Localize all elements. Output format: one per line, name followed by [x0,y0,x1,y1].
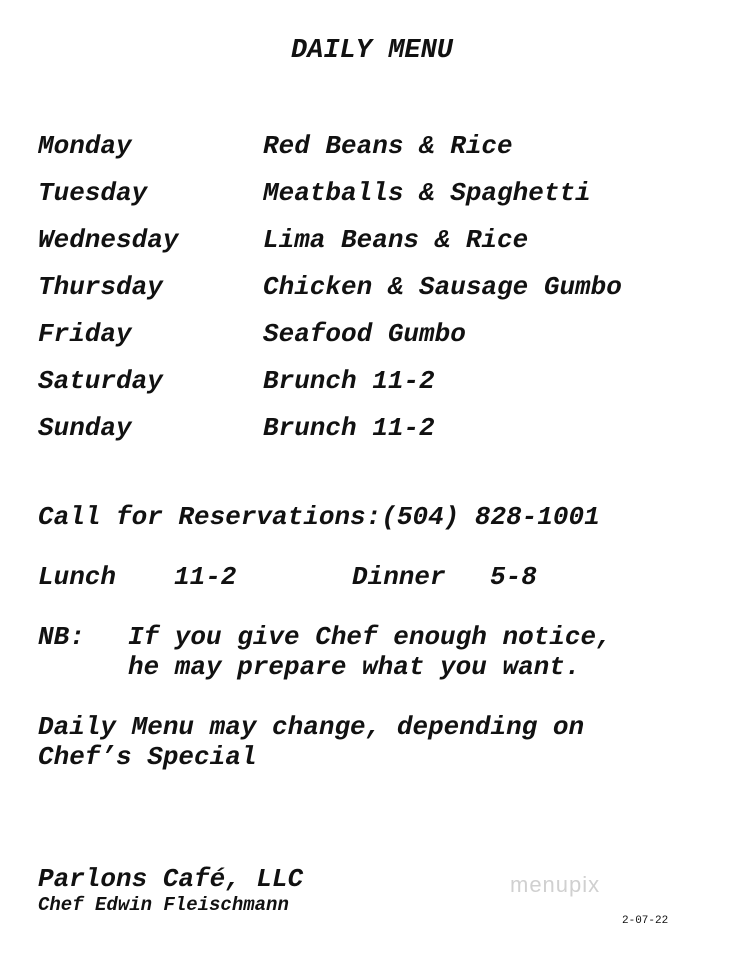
dish-sunday: Brunch 11-2 [263,413,435,443]
day-tuesday: Tuesday [38,178,148,208]
day-monday: Monday [38,131,132,161]
dish-wednesday: Lima Beans & Rice [263,225,529,255]
note-line-1: If you give Chef enough notice, [128,622,612,652]
reservations-line: Call for Reservations:(504) 828-1001 [38,502,600,532]
dish-monday: Red Beans & Rice [263,131,513,161]
dinner-label: Dinner [352,562,446,592]
dish-thursday: Chicken & Sausage Gumbo [263,272,622,302]
day-sunday: Sunday [38,413,132,443]
lunch-time: 11-2 [174,562,237,592]
note-label: NB: [38,622,85,652]
day-saturday: Saturday [38,366,163,396]
day-friday: Friday [38,319,132,349]
watermark: menupix [510,872,601,897]
menu-title: DAILY MENU [290,36,454,66]
dish-tuesday: Meatballs & Spaghetti [263,178,591,208]
day-wednesday: Wednesday [38,225,179,255]
note-line-2: he may prepare what you want. [128,652,581,682]
dish-friday: Seafood Gumbo [263,319,466,349]
chef-name: Chef Edwin Fleischmann [38,894,289,916]
disclaimer-line-2: Chef’s Special [38,742,257,772]
day-thursday: Thursday [38,272,163,302]
business-name: Parlons Café, LLC [38,864,304,894]
disclaimer-line-1: Daily Menu may change, depending on [38,712,585,742]
lunch-label: Lunch [38,562,117,592]
dinner-time: 5-8 [490,562,537,592]
dish-saturday: Brunch 11-2 [263,366,435,396]
date-stamp: 2-07-22 [622,915,669,927]
